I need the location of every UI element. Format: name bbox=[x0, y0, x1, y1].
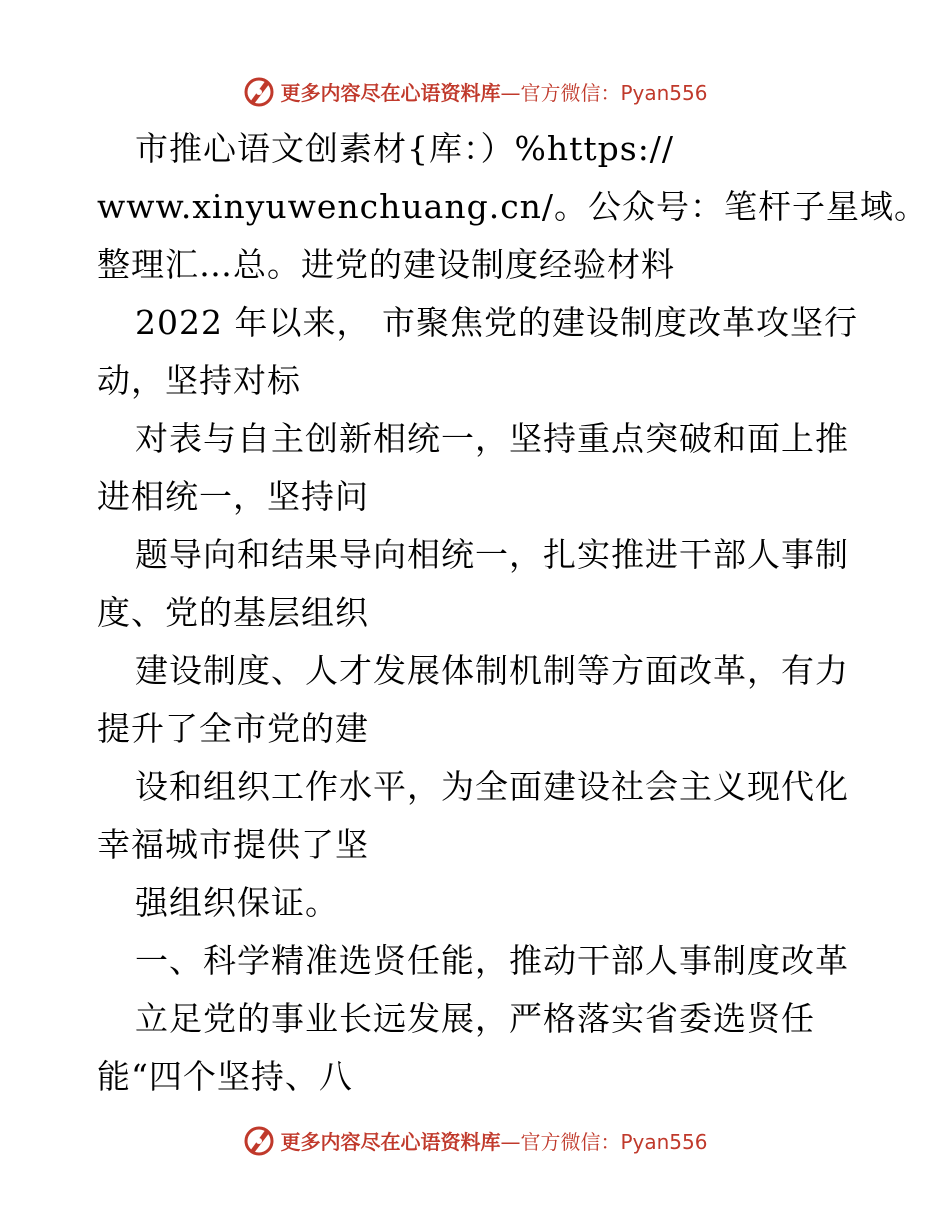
document-line: 题导向和结果导向相统一，扎实推进干部人事制 bbox=[135, 535, 849, 574]
document-line: 动，坚持对标 bbox=[97, 361, 301, 400]
document-line: www.xinyuwenchuang.cn/。公众号：笔杆子星域。 bbox=[97, 187, 929, 226]
pen-quill-circle-icon bbox=[242, 1123, 276, 1157]
document-line: 2022 年以来， 市聚焦党的建设制度改革攻坚行 bbox=[135, 303, 858, 342]
document-line: 整理汇…总。进党的建设制度经验材料 bbox=[97, 245, 675, 284]
document-line: 提升了全市党的建 bbox=[97, 709, 369, 748]
document-line: 设和组织工作水平，为全面建设社会主义现代化 bbox=[135, 767, 849, 806]
document-line: 能“四个坚持、八 bbox=[97, 1057, 353, 1096]
document-body bbox=[97, 120, 929, 1106]
header-banner bbox=[0, 71, 950, 111]
document-line: 幸福城市提供了坚 bbox=[97, 825, 369, 864]
document-line: 度、党的基层组织 bbox=[97, 593, 369, 632]
document-line: 对表与自主创新相统一，坚持重点突破和面上推 bbox=[135, 419, 849, 458]
document-line: 建设制度、人才发展体制机制等方面改革，有力 bbox=[135, 651, 849, 690]
document-line: 强组织保证。 bbox=[135, 883, 339, 922]
pen-quill-circle-icon bbox=[242, 74, 276, 108]
banner-text: 更多内容尽在心语资料库—官方微信：Pyan556 bbox=[280, 1129, 708, 1154]
banner-text: 更多内容尽在心语资料库—官方微信：Pyan556 bbox=[280, 80, 708, 105]
footer-banner bbox=[0, 1120, 950, 1160]
document-line: 市推心语文创素材{库：）%https:// bbox=[135, 129, 675, 168]
document-line: 一、科学精准选贤任能，推动干部人事制度改革 bbox=[135, 941, 849, 980]
document-line: 进相统一，坚持问 bbox=[97, 477, 369, 516]
document-line: 立足党的事业长远发展，严格落实省委选贤任 bbox=[135, 999, 815, 1038]
